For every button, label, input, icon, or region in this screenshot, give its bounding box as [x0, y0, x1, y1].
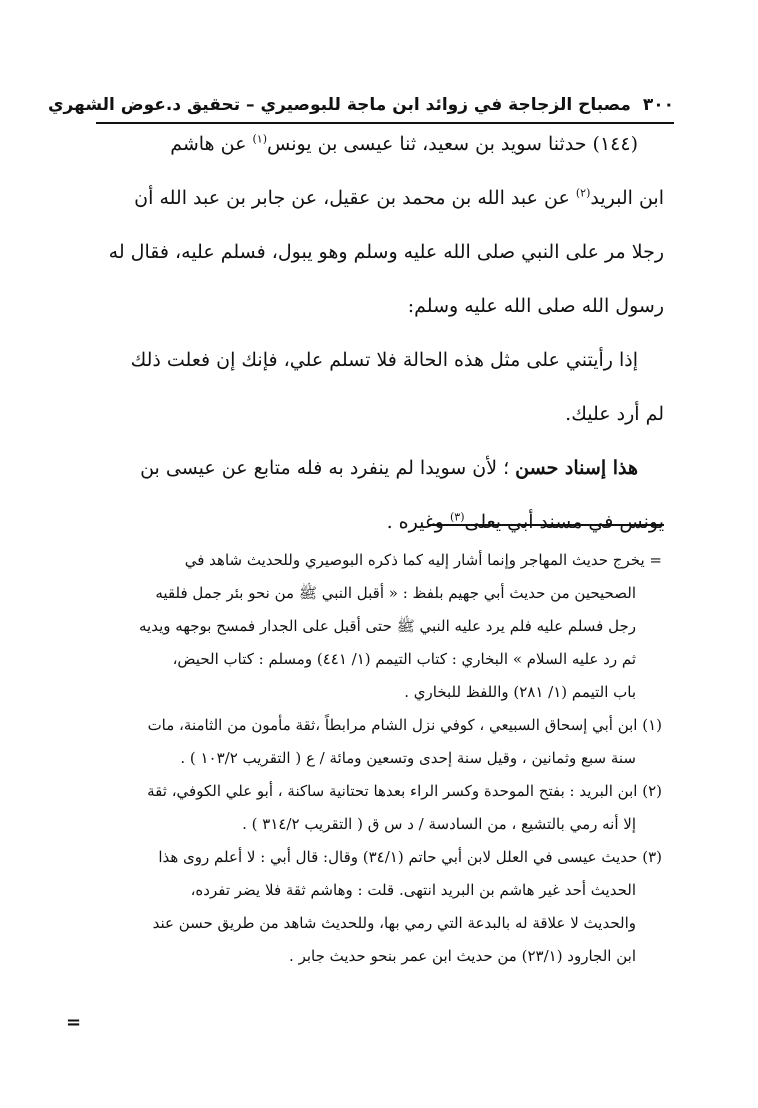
hadith-line-8-text: يونس في مسند أبي يعلى: [464, 511, 664, 533]
footnote-separator: [428, 524, 664, 526]
hadith-line-1: [84, 130, 664, 158]
hadith-line-2-text: ابن البريد: [590, 187, 664, 209]
footnote-2-line-1: (٢) ابن البريد : بفتح الموحدة وكسر الراء بعدها تحتانية ساكنة ، أبو علي الكوفي، ثقة: [147, 782, 662, 800]
hadith-line-5: إذا رأيتني على مثل هذه الحالة فلا تسلم علي، فإنك إن فعلت ذلك: [130, 349, 638, 371]
main-text: [84, 130, 664, 562]
footnote-ref-2: (٢): [575, 186, 591, 200]
header-text: [48, 92, 674, 118]
footnote-3-line-2: الحديث أحد غير هاشم بن البريد انتهى. قلت : وهاشم ثقة فلا يضر تفرده،: [190, 881, 636, 899]
footnote-1-line-2: سنة سبع وثمانين ، وقيل سنة إحدى وتسعين ومائة / ع ( التقريب ١٠٣/٢ ) .: [180, 749, 636, 767]
hadith-line-2-tail: عن عبد الله بن محمد بن عقيل، عن جابر بن عبد الله أن: [134, 187, 576, 209]
hadith-line-4: رسول الله صلى الله عليه وسلم:: [407, 295, 664, 317]
footnote-2-line-2: إلا أنه رمي بالتشيع ، من السادسة / د س ق ( التقريب ٣١٤/٢ ) .: [242, 815, 636, 833]
hadith-line-2: [84, 184, 664, 212]
page-number: ٣٠٠: [642, 95, 674, 115]
continued-marker: =: [649, 551, 662, 569]
hadith-line-1-tail: عن هاشم: [170, 133, 253, 155]
next-page-marker: =: [66, 1012, 82, 1033]
footnote-ref-1: (١): [252, 132, 267, 146]
running-header: [47, 92, 674, 124]
hadith-line-6: لم أرد عليك.: [565, 403, 664, 425]
footnote-continued-line-3: رجل فسلم عليه فلم يرد عليه النبي ﷺ حتى أقبل على الجدار فمسح بوجهه ويديه: [139, 617, 636, 635]
footnotes: [82, 548, 662, 977]
hadith-line-1-text: (١٤٤) حدثنا سويد بن سعيد، ثنا عيسى بن يونس: [266, 133, 638, 155]
footnote-3-line-3: والحديث لا علاقة له بالبدعة التي رمي بها، وللحديث شاهد من طريق حسن عند: [152, 914, 636, 932]
hadith-line-8: [84, 508, 664, 536]
hadith-line-8-tail: وغيره .: [386, 511, 450, 533]
footnote-continued-line-2: الصحيحين من حديث أبي جهيم بلفظ : « أقبل النبي ﷺ من نحو بئر جمل فلقيه: [155, 584, 636, 602]
footnote-continued-line-1-text: يخرج حديث المهاجر وإنما أشار إليه كما ذكره البوصيري وللحديث شاهد في: [184, 551, 645, 569]
footnote-3-line-1: (٣) حديث عيسى في العلل لابن أبي حاتم (٣٤/١) وقال: قال أبي : لا أعلم روى هذا: [158, 848, 662, 866]
isnad-grade: هذا إسناد حسن: [515, 457, 638, 479]
footnote-continued-line-5: باب التيمم (١/ ٢٨١) واللفظ للبخاري .: [404, 683, 636, 701]
footnote-ref-3: (٣): [449, 510, 465, 524]
footnote-3-line-4: ابن الجارود (٢٣/١) من حديث ابن عمر بنحو حديث جابر .: [289, 947, 636, 965]
header-title: مصباح الزجاجة في زوائد ابن ماجة للبوصيري – تحقيق د.عوض الشهري: [47, 95, 631, 115]
footnote-continued-line-4: ثم رد عليه السلام » البخاري : كتاب التيمم (١/ ٤٤١) ومسلم : كتاب الحيض،: [172, 650, 636, 668]
footnote-1-line-1: (١) ابن أبي إسحاق السبيعي ، كوفي نزل الشام مرابطاً ،ثقة مأمون من الثامنة، مات: [147, 716, 662, 734]
hadith-line-3: رجلا مر على النبي صلى الله عليه وسلم وهو يبول، فسلم عليه، فقال له: [108, 241, 664, 263]
hadith-line-7: [84, 454, 664, 482]
hadith-line-7-tail: ؛ لأن سويدا لم ينفرد به فله متابع عن عيسى بن: [140, 457, 516, 479]
footnote-continued-line-1: [82, 548, 662, 572]
